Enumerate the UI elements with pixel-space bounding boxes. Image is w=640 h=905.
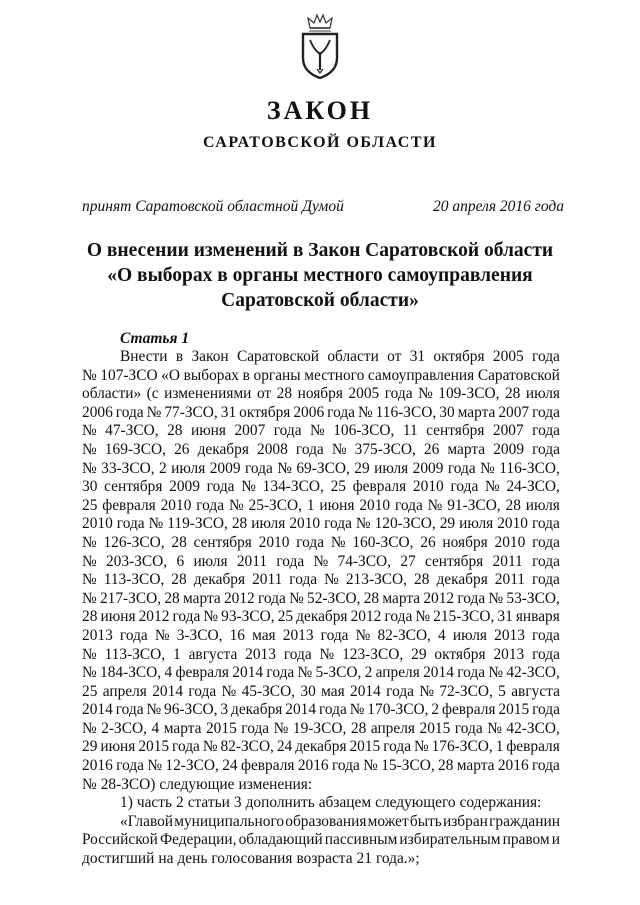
body-line: № 203-ЗСО, 6 июля 2011 года № 74-ЗСО, 27 сентября 2011 года	[82, 552, 560, 570]
body-line: 25 февраля 2010 года № 25-ЗСО, 1 июня 2010 года № 91-ЗСО, 28 июля	[82, 496, 560, 514]
body-line: № 33-ЗСО, 2 июля 2009 года № 69-ЗСО, 29 июля 2009 года № 116-ЗСО,	[82, 459, 560, 477]
body-line: 2014 года № 96-ЗСО, 3 декабря 2014 года № 170-ЗСО, 2 февраля 2015 года	[82, 701, 560, 719]
document-title-line: Саратовской области»	[221, 290, 419, 311]
adoption-date: 20 апреля 2016 года	[432, 198, 564, 215]
adopted-by: принят Саратовской областной Думой	[82, 198, 344, 215]
body-line: № 113-ЗСО, 1 августа 2013 года № 123-ЗСО, 29 октября 2013 года	[82, 645, 560, 663]
body-line: 25 апреля 2014 года № 45-ЗСО, 30 мая 2014 года № 72-ЗСО, 5 августа	[82, 682, 560, 700]
body-line: Внести в Закон Саратовской области от 31 октября 2005 года	[120, 348, 560, 365]
body-line: № 217-ЗСО, 28 марта 2012 года № 52-ЗСО, 28 марта 2012 года № 53-ЗСО,	[82, 589, 560, 607]
body-line: 28 июня 2012 года № 93-ЗСО, 25 декабря 2012 года № 215-ЗСО, 31 января	[82, 608, 560, 626]
article-heading: Статья 1	[120, 330, 190, 347]
body-line: 2013 года № 3-ЗСО, 16 мая 2013 года № 82-ЗСО, 4 июля 2013 года	[82, 626, 560, 644]
body-line: № 184-ЗСО, 4 февраля 2014 года № 5-ЗСО, 2 апреля 2014 года № 42-ЗСО,	[82, 664, 560, 682]
body-line: 2016 года № 12-ЗСО, 24 февраля 2016 года № 15-ЗСО, 28 марта 2016 года	[82, 757, 560, 775]
body-line: Российской Федерации, обладающий пассивным избирательным правом и	[82, 831, 560, 849]
region-subtitle: САРАТОВСКОЙ ОБЛАСТИ	[203, 134, 437, 151]
document-title-line: «О выборах в органы местного самоуправления	[107, 265, 533, 286]
body-line: № 2-ЗСО, 4 марта 2015 года № 19-ЗСО, 28 апреля 2015 года № 42-ЗСО,	[82, 719, 560, 737]
body-line: области» (с изменениями от 28 ноября 2005 года № 109-ЗСО, 28 июля	[82, 385, 560, 403]
law-title: ЗАКОН	[266, 96, 374, 125]
body-line: 2010 года № 119-ЗСО, 28 июля 2010 года № 120-ЗСО, 29 июля 2010 года	[82, 515, 560, 533]
body-line: № 113-ЗСО, 28 декабря 2011 года № 213-ЗСО, 28 декабря 2011 года	[82, 571, 560, 589]
body-line: 1) часть 2 статьи 3 дополнить абзацем следующего содержания:	[120, 794, 542, 812]
body-line: № 28-ЗСО) следующие изменения:	[82, 775, 313, 793]
body-line: № 169-ЗСО, 26 декабря 2008 года № 375-ЗСО, 26 марта 2009 года	[82, 440, 560, 458]
body-line: 30 сентября 2009 года № 134-ЗСО, 25 февраля 2010 года № 24-ЗСО,	[82, 478, 560, 496]
body-line: 29 июня 2015 года № 82-ЗСО, 24 декабря 2015 года № 176-ЗСО, 1 февраля	[82, 738, 560, 756]
body-line: 2006 года № 77-ЗСО, 31 октября 2006 года № 116-ЗСО, 30 марта 2007 года	[82, 403, 560, 421]
body-line: № 107-ЗСО «О выборах в органы местного самоуправления Саратовской	[82, 366, 560, 384]
document-title-line: О внесении изменений в Закон Саратовской области	[86, 240, 554, 261]
body-line: № 126-ЗСО, 28 сентября 2010 года № 160-ЗСО, 26 ноября 2010 года	[82, 533, 560, 551]
article-body	[82, 348, 560, 869]
coat-of-arms-icon	[298, 12, 342, 80]
body-line: достигший на день голосования возраста 21 года.»;	[82, 850, 420, 868]
body-line: № 47-ЗСО, 28 июня 2007 года № 106-ЗСО, 11 сентября 2007 года	[82, 422, 560, 440]
body-line: «Главой муниципального образования может быть избран гражданин	[120, 812, 560, 830]
document-title	[60, 238, 580, 313]
